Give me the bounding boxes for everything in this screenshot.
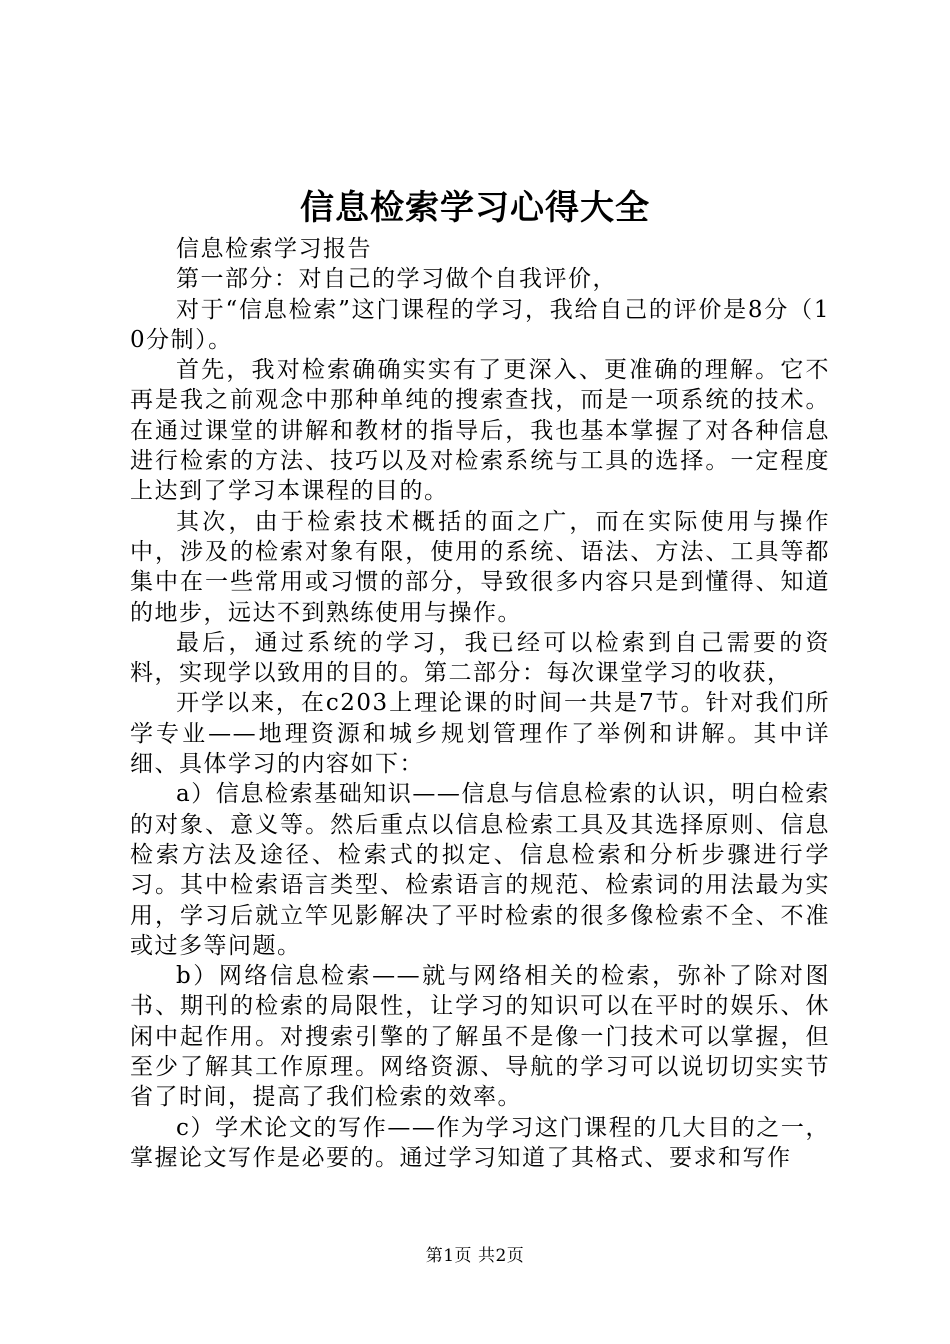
list-item-a: a）信息检索基础知识——信息与信息检索的认识，明白检索的对象、意义等。然后重点以信息检索工具及其选择原则、信息检索方法及途径、检索式的拟定、信息检索和分析步骤进行学习。其中检索语言类型、检索语言的规范、检索词的用法最为实用，学习后就立竿见影解决了平时检索的很多像检索不全、不准或过多等问题。	[130, 781, 830, 959]
list-item-b: b）网络信息检索——就与网络相关的检索，弥补了除对图书、期刊的检索的局限性，让学习的知识可以在平时的娱乐、休闲中起作用。对搜索引擎的了解虽不是像一门技术可以掌握，但至少了解其工作原理。网络资源、导航的学习可以说切切实实节省了时间，提高了我们检索的效率。	[130, 963, 830, 1111]
paragraph-finally: 最后，通过系统的学习，我已经可以检索到自己需要的资料，实现学以致用的目的。第二部分：每次课堂学习的收获，	[130, 629, 830, 687]
document-body	[130, 234, 830, 1173]
document-title: 信息检索学习心得大全	[300, 188, 650, 228]
list-item-c: c）学术论文的写作——作为学习这门课程的几大目的之一，掌握论文写作是必要的。通过学习知道了其格式、要求和写作	[130, 1114, 830, 1171]
paragraph-first: 首先，我对检索确确实实有了更深入、更准确的理解。它不再是我之前观念中那种单纯的搜索查找，而是一项系统的技术。在通过课堂的讲解和教材的指导后，我也基本掌握了对各种信息进行检索的方法、技巧以及对检索系统与工具的选择。一定程度上达到了学习本课程的目的。	[130, 357, 830, 505]
paragraph-report-heading: 信息检索学习报告	[176, 236, 372, 262]
page-footer: 第1页 共2页	[425, 1246, 525, 1266]
paragraph-part-one-heading: 第一部分：对自己的学习做个自我评价，	[176, 266, 617, 293]
paragraph-second: 其次，由于检索技术概括的面之广，而在实际使用与操作中，涉及的检索对象有限，使用的系统、语法、方法、工具等都集中在一些常用或习惯的部分，导致很多内容只是到懂得、知道的地步，远达不到熟练使用与操作。	[130, 508, 830, 626]
paragraph-semester-intro: 开学以来，在c203上理论课的时间一共是7节。针对我们所学专业——地理资源和城乡规划管理作了举例和讲解。其中详细、具体学习的内容如下：	[130, 690, 830, 778]
paragraph-self-rating: 对于“信息检索”这门课程的学习，我给自己的评价是8分（10分制）。	[130, 296, 830, 353]
